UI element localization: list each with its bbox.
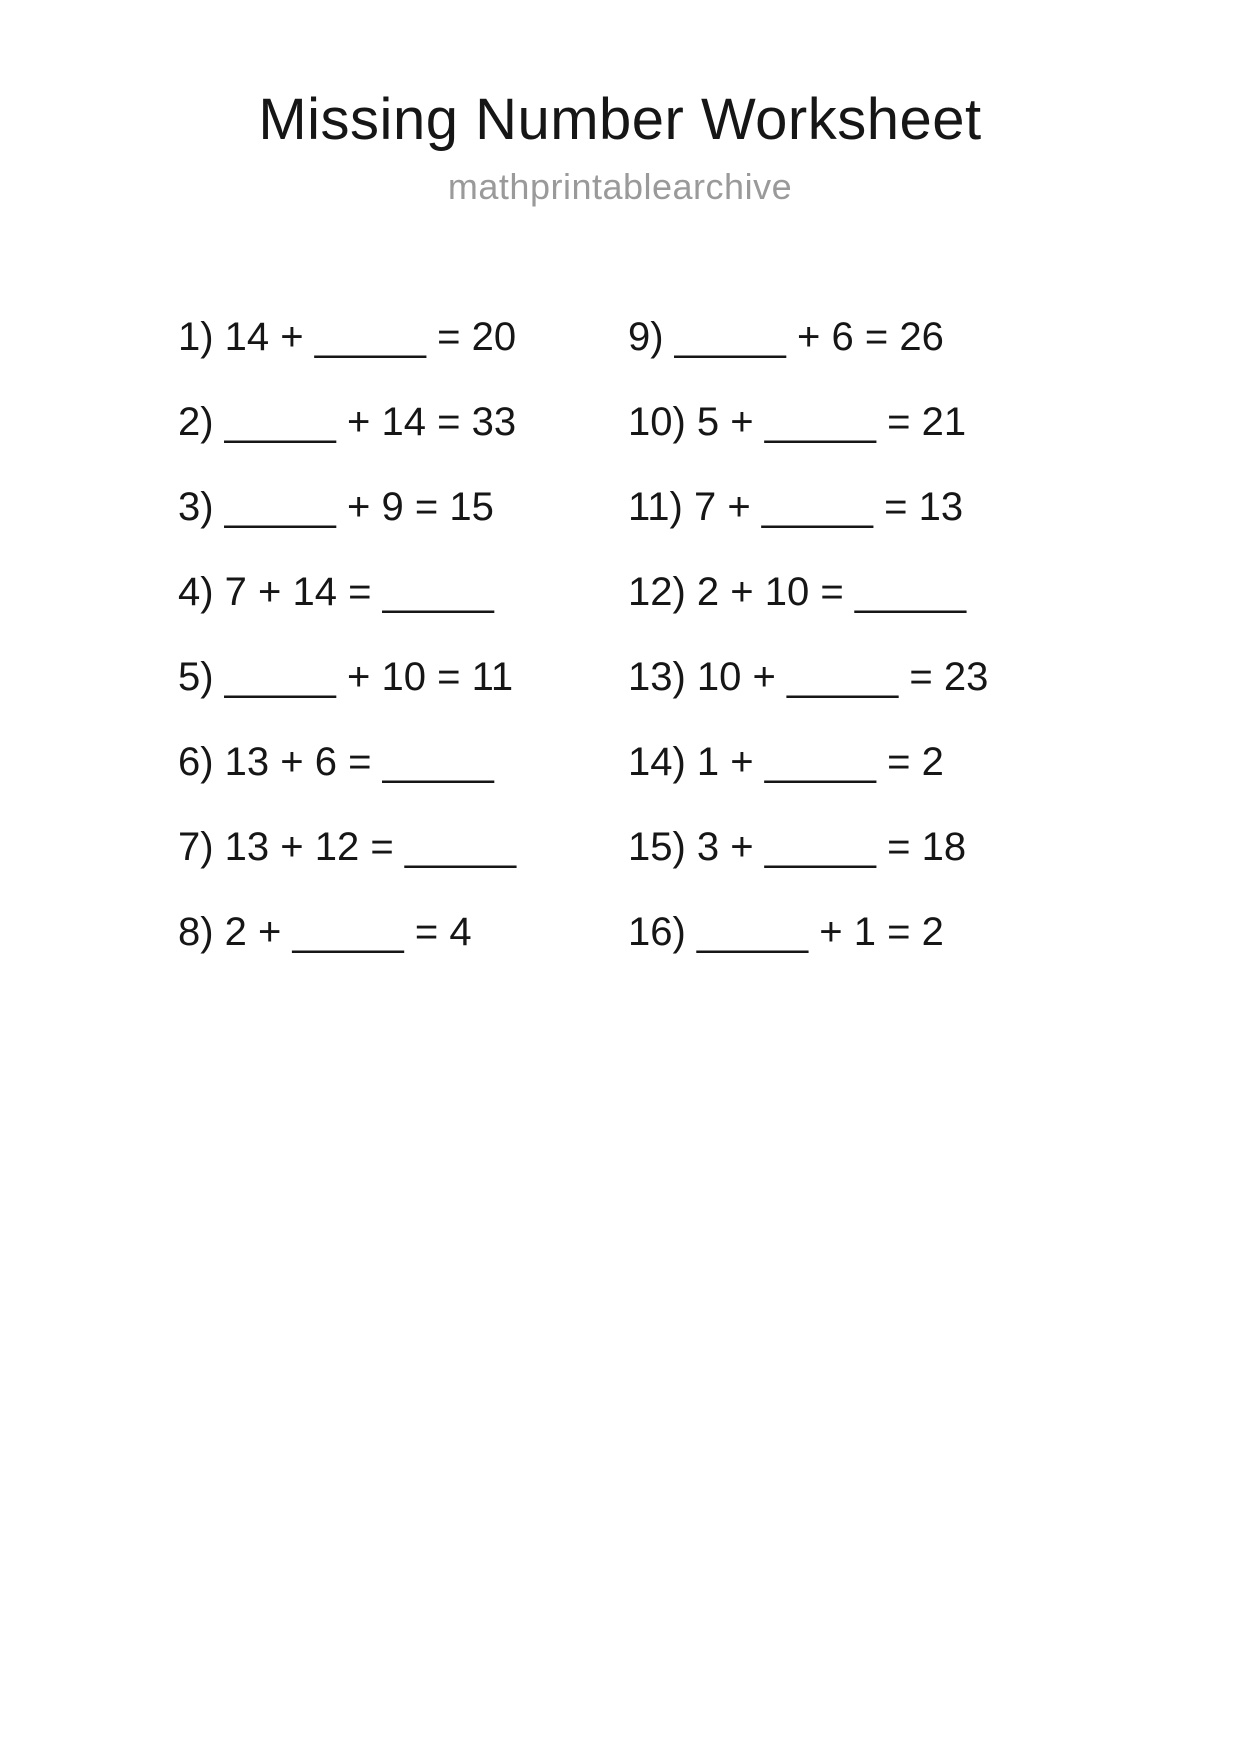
problem-12: 12) 2 + 10 = _____ — [628, 570, 967, 614]
problem-13: 13) 10 + _____ = 23 — [628, 655, 989, 699]
problems-grid — [178, 295, 1088, 975]
page-subtitle: mathprintablearchive — [447, 165, 793, 207]
problem-14: 14) 1 + _____ = 2 — [628, 740, 944, 784]
problem-8: 8) 2 + _____ = 4 — [178, 910, 472, 954]
problem-2: 2) _____ + 14 = 33 — [178, 400, 517, 444]
problem-11: 11) 7 + _____ = 13 — [628, 485, 964, 529]
problem-1: 1) 14 + _____ = 20 — [178, 315, 517, 359]
problem-3: 3) _____ + 9 = 15 — [178, 485, 494, 529]
worksheet-header — [0, 88, 1240, 208]
problem-16: 16) _____ + 1 = 2 — [628, 910, 944, 954]
problem-10: 10) 5 + _____ = 21 — [628, 400, 967, 444]
problem-7: 7) 13 + 12 = _____ — [178, 825, 517, 869]
problem-6: 6) 13 + 6 = _____ — [178, 740, 494, 784]
problem-5: 5) _____ + 10 = 11 — [178, 655, 514, 699]
page-title: Missing Number Worksheet — [258, 87, 982, 152]
problem-4: 4) 7 + 14 = _____ — [178, 570, 494, 614]
problem-9: 9) _____ + 6 = 26 — [628, 315, 944, 359]
problem-15: 15) 3 + _____ = 18 — [628, 825, 967, 869]
